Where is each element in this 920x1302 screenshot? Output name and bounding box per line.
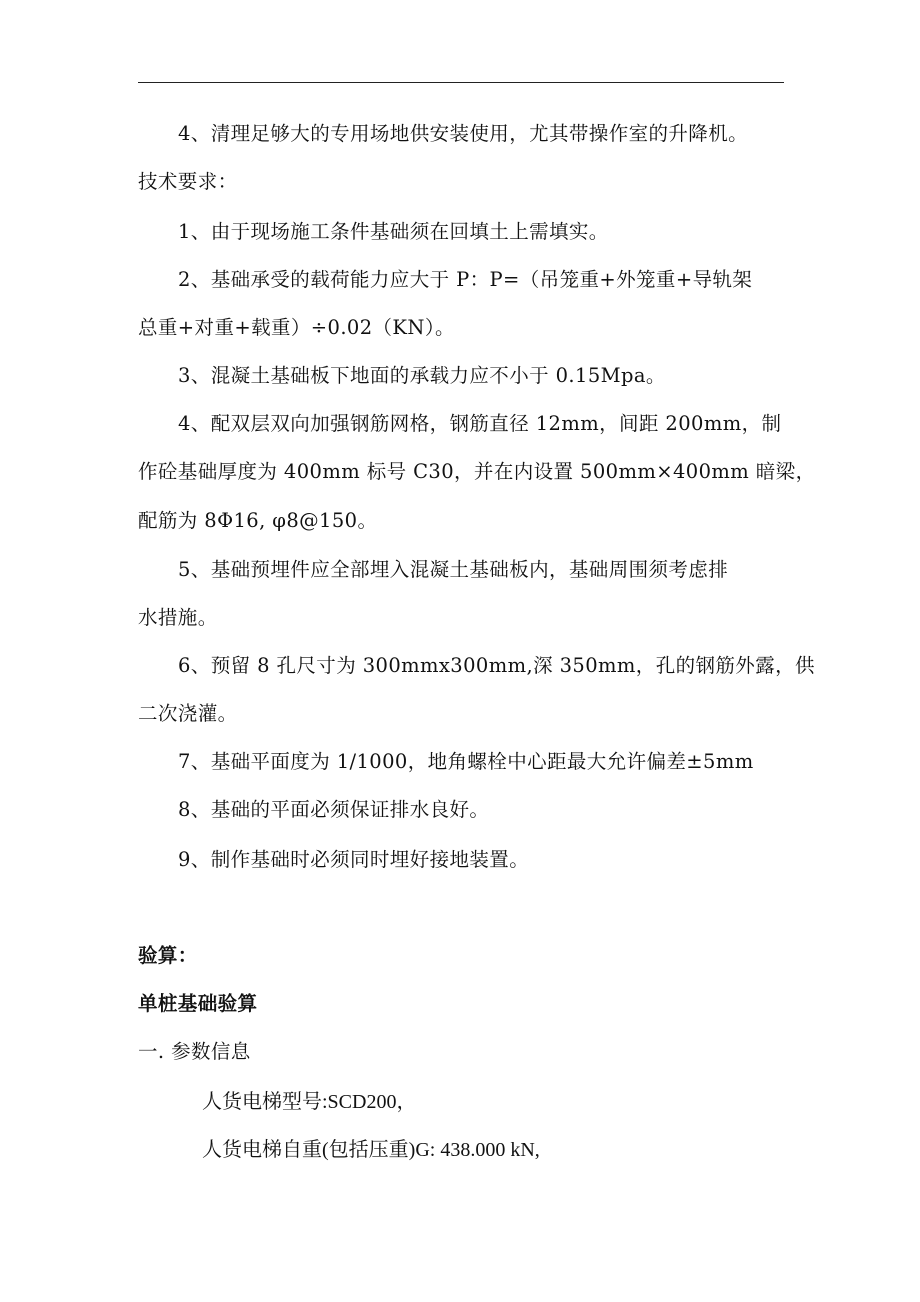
requirement-item-2-cont: 总重+对重+载重）÷0.02（KN）。	[138, 316, 455, 339]
paragraph-line: 4、清理足够大的专用场地供安装使用，尤其带操作室的升降机。	[178, 122, 749, 145]
requirement-item-5-cont: 水措施。	[138, 606, 218, 629]
section-heading-tech-requirements: 技术要求：	[138, 170, 238, 193]
requirement-item-4: 4、配双层双向加强钢筋网格，钢筋直径 12mm，间距 200mm，制	[178, 412, 782, 435]
param-elevator-weight: 人货电梯自重(包括压重)G: 438.000 kN,	[202, 1139, 540, 1161]
requirement-item-5: 5、基础预埋件应全部埋入混凝土基础板内，基础周围须考虑排	[178, 558, 729, 581]
section-heading-single-pile: 单桩基础验算	[138, 992, 258, 1015]
requirement-item-8: 8、基础的平面必须保证排水良好。	[178, 798, 490, 821]
requirement-item-9: 9、制作基础时必须同时埋好接地装置。	[178, 848, 530, 871]
requirement-item-4-cont: 配筋为 8Φ16, φ8@150。	[138, 509, 378, 532]
requirement-item-4-cont: 作砼基础厚度为 400mm 标号 C30，并在内设置 500mm×400mm 暗梁，	[138, 460, 816, 483]
requirement-item-6: 6、预留 8 孔尺寸为 300mmx300mm,深 350mm，孔的钢筋外露，供	[178, 654, 815, 677]
subsection-heading-params: 一. 参数信息	[138, 1040, 251, 1063]
section-heading-verification: 验算：	[138, 944, 198, 967]
requirement-item-7: 7、基础平面度为 1/1000，地角螺栓中心距最大允许偏差±5mm	[178, 750, 754, 773]
header-rule	[138, 82, 784, 83]
requirement-item-3: 3、混凝土基础板下地面的承载力应不小于 0.15Mpa。	[178, 364, 666, 387]
requirement-item-1: 1、由于现场施工条件基础须在回填土上需填实。	[178, 220, 609, 243]
requirement-item-2: 2、基础承受的载荷能力应大于 P：P=（吊笼重+外笼重+导轨架	[178, 268, 753, 291]
requirement-item-6-cont: 二次浇灌。	[138, 702, 238, 725]
param-elevator-model: 人货电梯型号:SCD200，	[202, 1091, 417, 1113]
